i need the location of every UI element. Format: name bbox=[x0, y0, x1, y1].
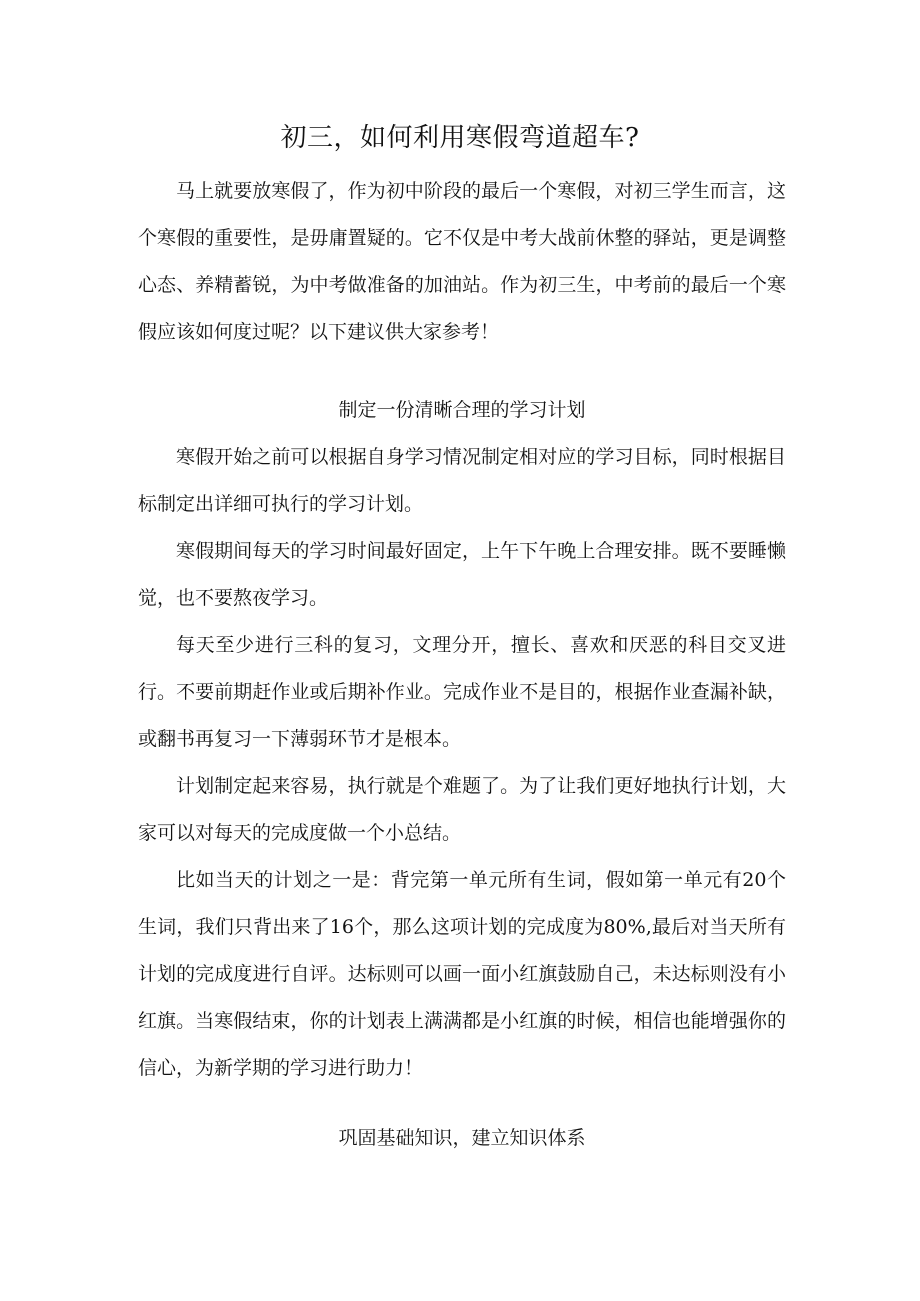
document-title: 初三，如何利用寒假弯道超车? bbox=[280, 123, 640, 153]
paragraph-plan-goals: 寒假开始之前可以根据自身学习情况制定相对应的学习目标，同时根据目标制定出详细可执行的学习计划。 bbox=[138, 446, 786, 515]
section-heading-knowledge-system: 巩固基础知识，建立知识体系 bbox=[338, 1127, 586, 1149]
section-heading-study-plan: 制定一份清晰合理的学习计划 bbox=[338, 399, 586, 421]
paragraph-daily-schedule: 寒假期间每天的学习时间最好固定，上午下午晚上合理安排。既不要睡懒觉，也不要熬夜学习。 bbox=[138, 540, 786, 609]
paragraph-example-red-flag: 比如当天的计划之一是：背完第一单元所有生词，假如第一单元有20个生词，我们只背出来了16个，那么这项计划的完成度为80%,最后对当天所有计划的完成度进行自评。达标则可以画一面小红旗鼓励自己，未达标则没有小红旗。当寒假结束，你的计划表上满满都是小红旗的时候，相信也能增强你的信心，为新学期的学习进行助力！ bbox=[138, 869, 786, 1079]
paragraph-subject-review: 每天至少进行三科的复习，文理分开，擅长、喜欢和厌恶的科目交叉进行。不要前期赶作业或后期补作业。完成作业不是目的，根据作业查漏补缺，或翻书再复习一下薄弱环节才是根本。 bbox=[138, 634, 786, 750]
intro-paragraph: 马上就要放寒假了，作为初中阶段的最后一个寒假，对初三学生而言，这个寒假的重要性，是毋庸置疑的。它不仅是中考大战前休整的驿站，更是调整心态、养精蓄锐，为中考做准备的加油站。作为初三生，中考前的最后一个寒假应该如何度过呢？以下建议供大家参考！ bbox=[138, 180, 786, 343]
paragraph-execution-summary: 计划制定起来容易，执行就是个难题了。为了让我们更好地执行计划，大家可以对每天的完成度做一个小总结。 bbox=[138, 775, 786, 844]
